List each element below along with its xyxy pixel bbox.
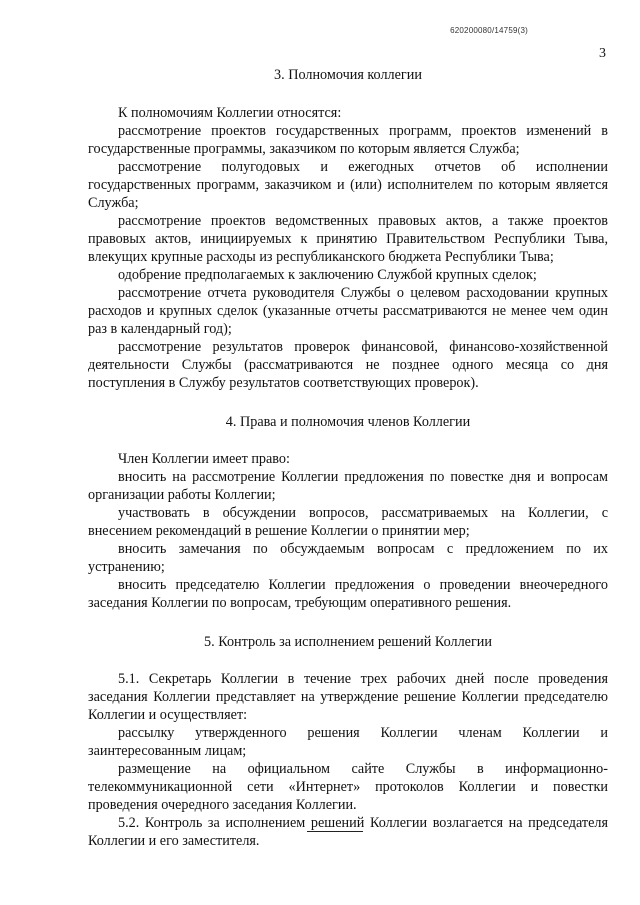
- paragraph: 5.1. Секретарь Коллегии в течение трех рабочих дней после проведения заседания Коллегии представляет на утверждение решение Коллегии председателю Коллегии и осуществляет:: [88, 671, 608, 723]
- paragraph: рассмотрение отчета руководителя Службы о целевом расходовании крупных расходов и крупных сделок (указанные отчеты рассматриваются не менее чем один раз в календарный год);: [88, 285, 608, 337]
- paragraph: вносить председателю Коллегии предложения о проведении внеочередного заседания Коллегии по вопросам, требующим оперативного решения.: [88, 577, 608, 611]
- paragraph: К полномочиям Коллегии относятся:: [118, 105, 342, 121]
- paragraph: вносить замечания по обсуждаемым вопросам с предложением по их устранению;: [88, 541, 608, 575]
- paragraph: рассмотрение полугодовых и ежегодных отчетов об исполнении государственных программ, заказчиком и (или) исполнителем по которым является Служба;: [88, 159, 608, 211]
- paragraph: рассылку утвержденного решения Коллегии членам Коллегии и заинтересованным лицам;: [88, 725, 608, 759]
- section-heading-5: 5. Контроль за исполнением решений Коллегии: [204, 634, 492, 650]
- paragraph: рассмотрение проектов государственных программ, проектов изменений в государственные программы, заказчиком по которым является Служба;: [88, 123, 608, 157]
- paragraph: размещение на официальном сайте Службы в информационно-телекоммуникационной сети «Интернет» протоколов Коллегии и повестки проведения очередного заседания Коллегии.: [88, 761, 608, 813]
- document-id: 620200080/14759(3): [450, 26, 528, 35]
- page-number: 3: [599, 46, 606, 61]
- paragraph: 5.2. Контроль за исполнением решений Коллегии возлагается на председателя Коллегии и его заместителя.: [88, 815, 608, 849]
- paragraph: Член Коллегии имеет право:: [118, 451, 290, 467]
- paragraph: рассмотрение результатов проверок финансовой, финансово-хозяйственной деятельности Службы (рассматриваются не позднее одного месяца со дня поступления в Службу результатов соответствующих проверок).: [88, 339, 608, 391]
- section-heading-4: 4. Права и полномочия членов Коллегии: [225, 414, 471, 430]
- document-body: [88, 66, 608, 850]
- paragraph: участвовать в обсуждении вопросов, рассматриваемых на Коллегии, с внесением рекомендаций в решение Коллегии о принятии мер;: [88, 505, 608, 539]
- end-of-page-rule: [307, 831, 363, 832]
- section-heading-3: 3. Полномочия коллегии: [274, 67, 422, 83]
- paragraph: вносить на рассмотрение Коллегии предложения по повестке дня и вопросам организации работы Коллегии;: [88, 469, 608, 503]
- paragraph: рассмотрение проектов ведомственных правовых актов, а также проектов правовых актов, инициируемых к принятию Правительством Республики Тыва, влекущих крупные расходы из республиканского бюджета Республики Тыва;: [88, 213, 608, 265]
- paragraph: одобрение предполагаемых к заключению Службой крупных сделок;: [118, 267, 537, 283]
